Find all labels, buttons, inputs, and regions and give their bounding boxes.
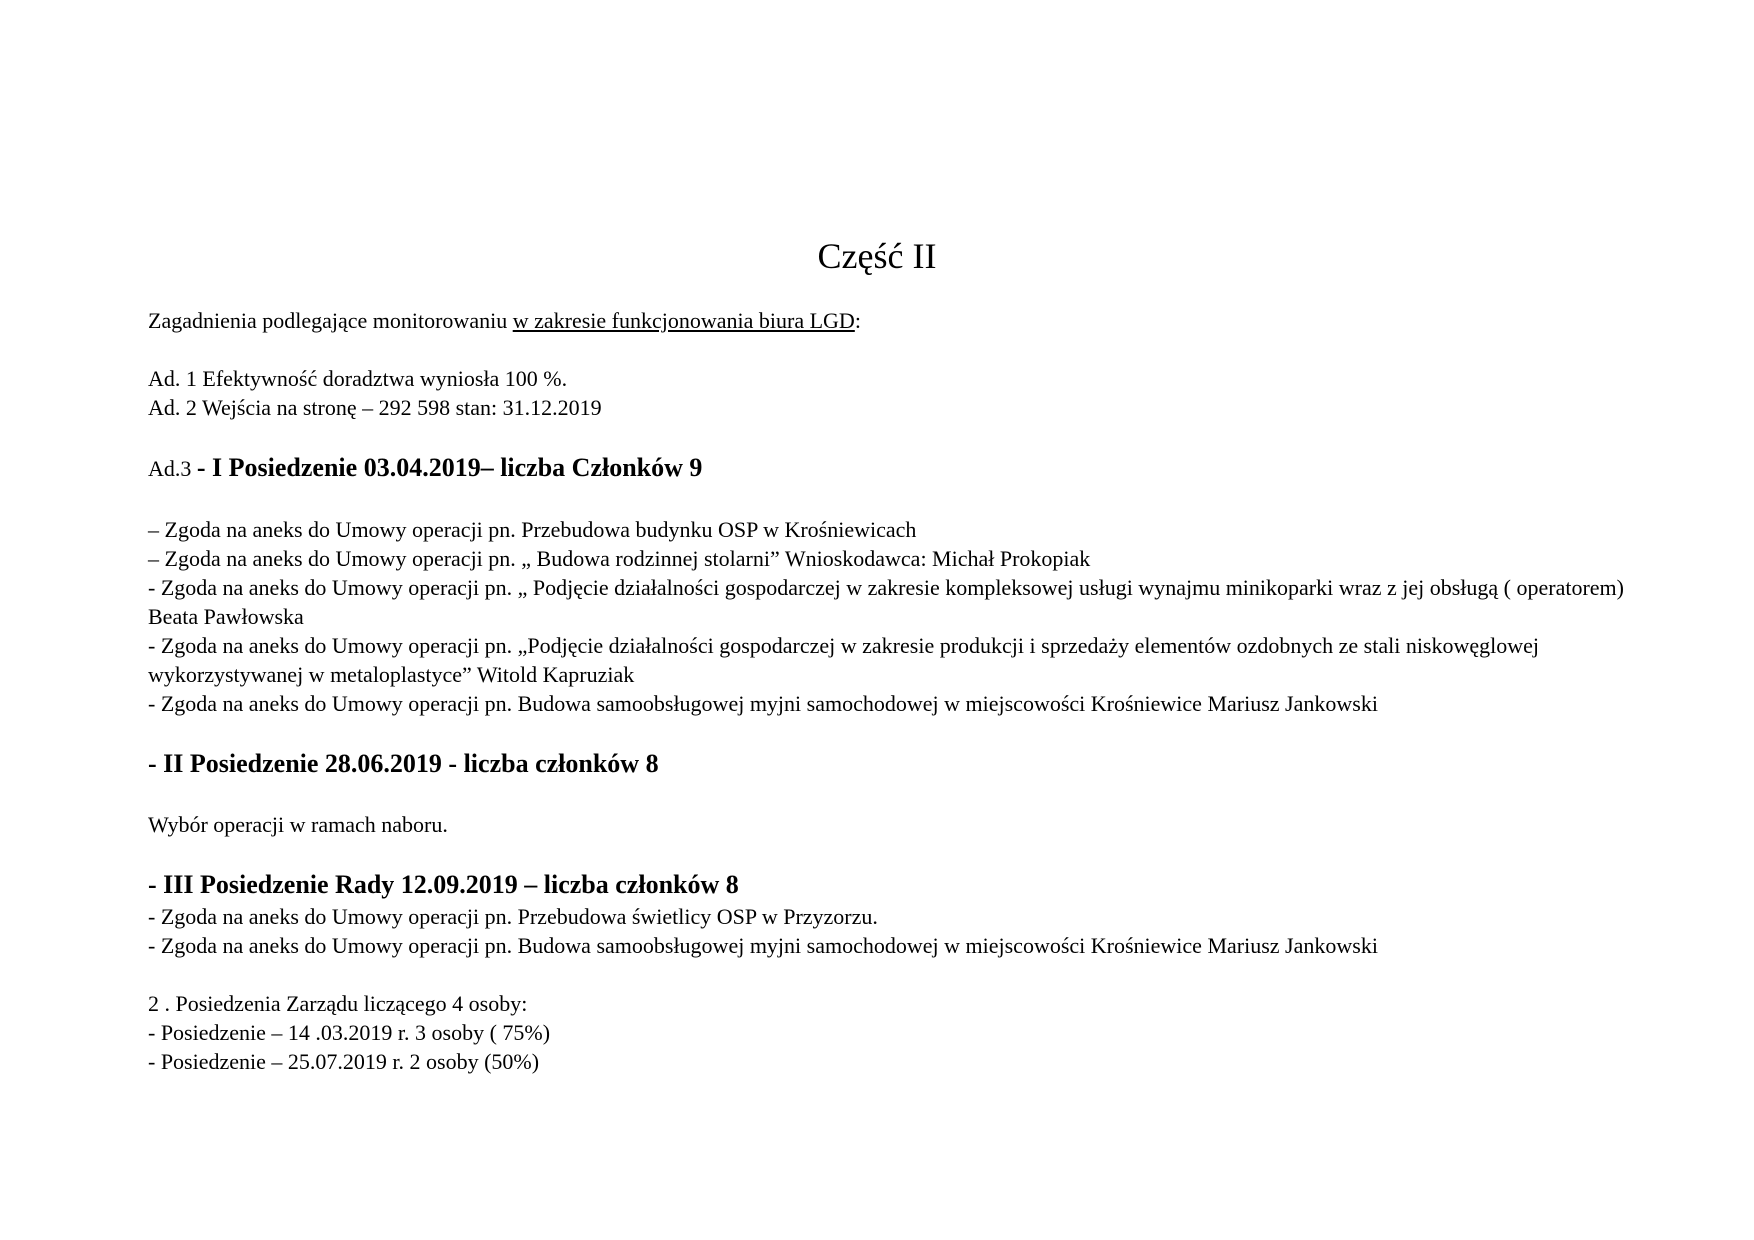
spacer	[148, 839, 1628, 868]
section-2-text: Wybór operacji w ramach naboru.	[148, 812, 448, 837]
spacer	[148, 422, 1628, 451]
board-item: - Posiedzenie – 25.07.2019 r. 2 osoby (50%)	[148, 1049, 540, 1074]
board-title: 2 . Posiedzenia Zarządu liczącego 4 osoby:	[148, 991, 528, 1016]
spacer	[148, 718, 1628, 747]
board-item: - Posiedzenie – 14 .03.2019 r. 3 osoby ( 75%)	[148, 1020, 551, 1045]
section-3-heading: - III Posiedzenie Rady 12.09.2019 – liczba członków 8	[148, 870, 739, 899]
intro-trail: :	[854, 308, 861, 333]
section-2-heading: - II Posiedzenie 28.06.2019 - liczba członków 8	[148, 749, 659, 778]
page-title: Część II	[817, 236, 937, 276]
section-1-heading	[148, 451, 1628, 486]
section-3-item: - Zgoda na aneks do Umowy operacji pn. Przebudowa świetlicy OSP w Przyzorzu.	[148, 904, 878, 929]
spacer	[148, 960, 1628, 989]
section-3-item: - Zgoda na aneks do Umowy operacji pn. Budowa samoobsługowej myjni samochodowej w miejscowości Krośniewice Mariusz Jankowski	[148, 933, 1378, 958]
intro-underlined: w zakresie funkcjonowania biura LGD	[512, 308, 855, 333]
section-1-heading-text: - I Posiedzenie 03.04.2019– liczba Członków 9	[196, 453, 703, 482]
document-body	[148, 306, 1628, 1076]
intro-lead: Zagadnienia podlegające monitorowaniu	[148, 308, 513, 333]
spacer	[148, 781, 1628, 810]
section-1-item: – Zgoda na aneks do Umowy operacji pn. „ Budowa rodzinnej stolarni” Wnioskodawca: Michał Prokopiak	[148, 546, 1091, 571]
spacer	[148, 335, 1628, 364]
section-1-item: - Zgoda na aneks do Umowy operacji pn. „ Podjęcie działalności gospodarczej w zakresie kompleksowej usługi wynajmu minikoparki wraz z jej obsługą ( operatorem) Beata Pawłowska	[148, 575, 1624, 629]
section-1-item: - Zgoda na aneks do Umowy operacji pn. Budowa samoobsługowej myjni samochodowej w miejscowości Krośniewice Mariusz Jankowski	[148, 691, 1378, 716]
intro-paragraph	[148, 306, 1628, 335]
ad-line-1: Ad. 1 Efektywność doradztwa wyniosła 100 %.	[148, 366, 568, 391]
section-1-item: - Zgoda na aneks do Umowy operacji pn. „Podjęcie działalności gospodarczej w zakresie produkcji i sprzedaży elementów ozdobnych ze stali niskowęglowej wykorzystywanej w metaloplastyce” Witold Kapruziak	[148, 633, 1540, 687]
ad-line-2: Ad. 2 Wejścia na stronę – 292 598 stan: 31.12.2019	[148, 395, 602, 420]
spacer	[148, 486, 1628, 515]
section-1-prefix: Ad.3	[148, 456, 197, 481]
section-1-item: – Zgoda na aneks do Umowy operacji pn. Przebudowa budynku OSP w Krośniewicach	[148, 517, 917, 542]
